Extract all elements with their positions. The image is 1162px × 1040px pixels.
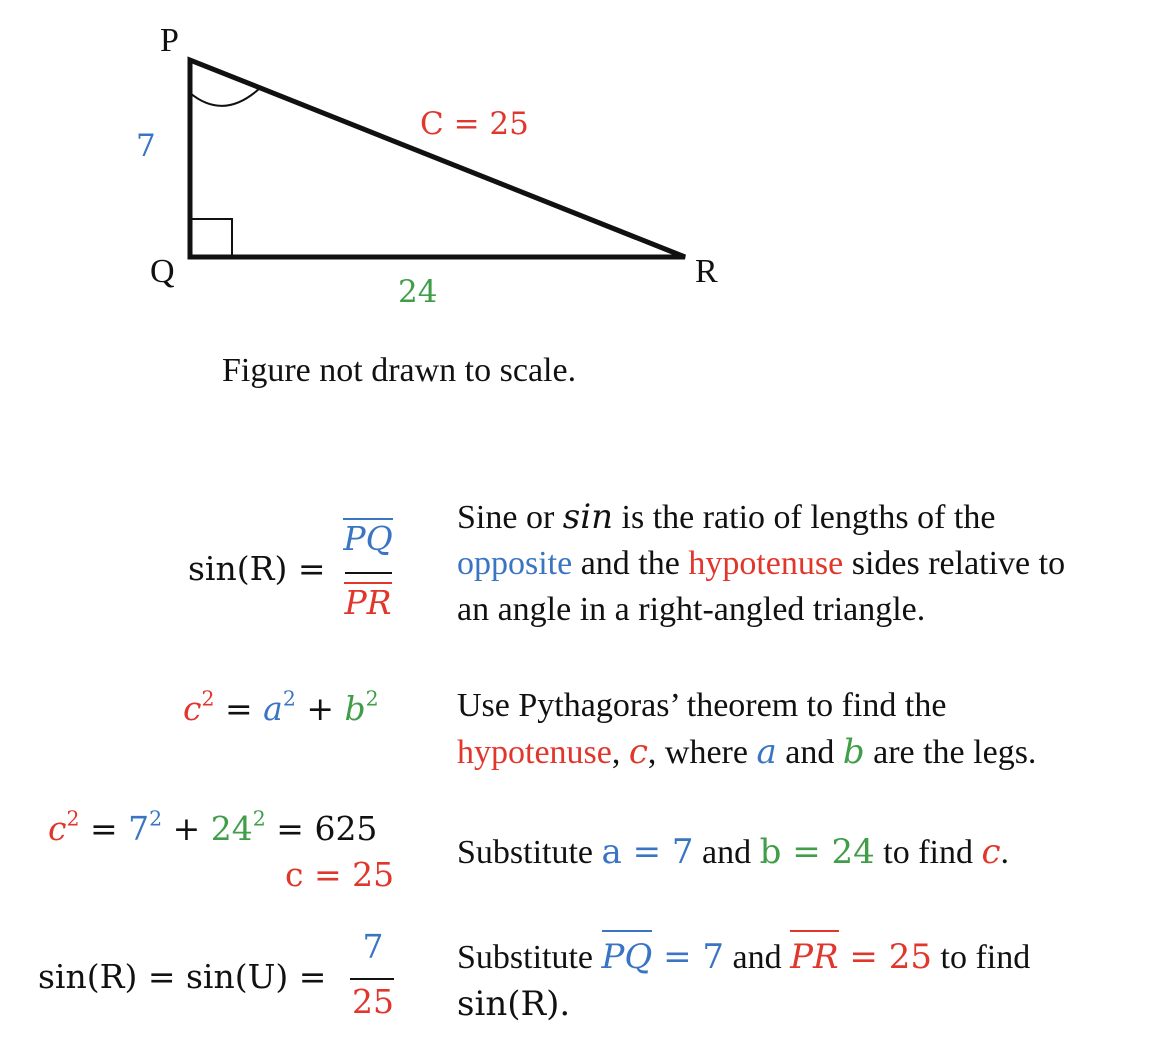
step1-equation-lhs: sin(R) = [188, 549, 326, 588]
vertex-r-label: R [695, 253, 718, 290]
step2-equation: $c^2 = a^2 + b^2$ [183, 686, 379, 728]
vertex-q-label: Q [150, 253, 175, 290]
step2-description [457, 683, 1036, 776]
step3-description [457, 829, 1009, 876]
step1-desc-line3: an angle in a right-angled triangle. [457, 591, 926, 628]
sin-term: sin [562, 497, 614, 537]
step1-numerator [340, 518, 396, 558]
step2-desc-line2: hypotenuse, c, where a and b are the legs. [457, 732, 1037, 772]
step1-description [457, 494, 1065, 633]
step1-denominator-text: PR [344, 583, 392, 622]
side-qr-label: 24 [398, 274, 438, 310]
step3-equation-line1: $c^2 = 7^2 + 24^2 = 625$ [48, 806, 378, 848]
triangle-pqr [190, 60, 685, 257]
step1-numerator-text: PQ [343, 519, 393, 558]
step2-desc-line1: Use Pythagoras’ theorem to find the [457, 687, 947, 724]
triangle-figure [0, 0, 1162, 400]
right-angle-marker [190, 219, 232, 257]
step3-equation-line2: c = 25 [285, 855, 395, 894]
step3-desc-line1: Substitute a = 7 and b = 24 to find c. [457, 832, 1010, 872]
step4-desc-line2: sin(R). [457, 984, 571, 1024]
step1-desc-line1: Sine or sin is the ratio of lengths of the [457, 497, 996, 537]
angle-arc-p [190, 88, 260, 106]
side-pq-label: 7 [136, 128, 156, 164]
side-pr-label: C = 25 [420, 106, 529, 142]
step4-denominator: 25 [352, 982, 394, 1021]
step4-fraction-bar [350, 978, 394, 980]
step1-denominator [340, 582, 396, 622]
step4-description [457, 930, 1030, 1027]
opposite-term: opposite [457, 545, 573, 582]
step1-desc-line2: opposite and the hypotenuse sides relative to [457, 545, 1066, 582]
vertex-p-label: P [160, 22, 179, 59]
step4-numerator: 7 [362, 927, 384, 966]
hypotenuse-term: hypotenuse [688, 545, 844, 582]
step1-fraction-bar [345, 572, 392, 574]
figure-caption: Figure not drawn to scale. [222, 352, 577, 389]
step4-desc-line1: Substitute PQ = 7 and PR = 25 to find [457, 930, 1030, 981]
step4-equation-lhs: sin(R) = sin(U) = [38, 957, 327, 996]
